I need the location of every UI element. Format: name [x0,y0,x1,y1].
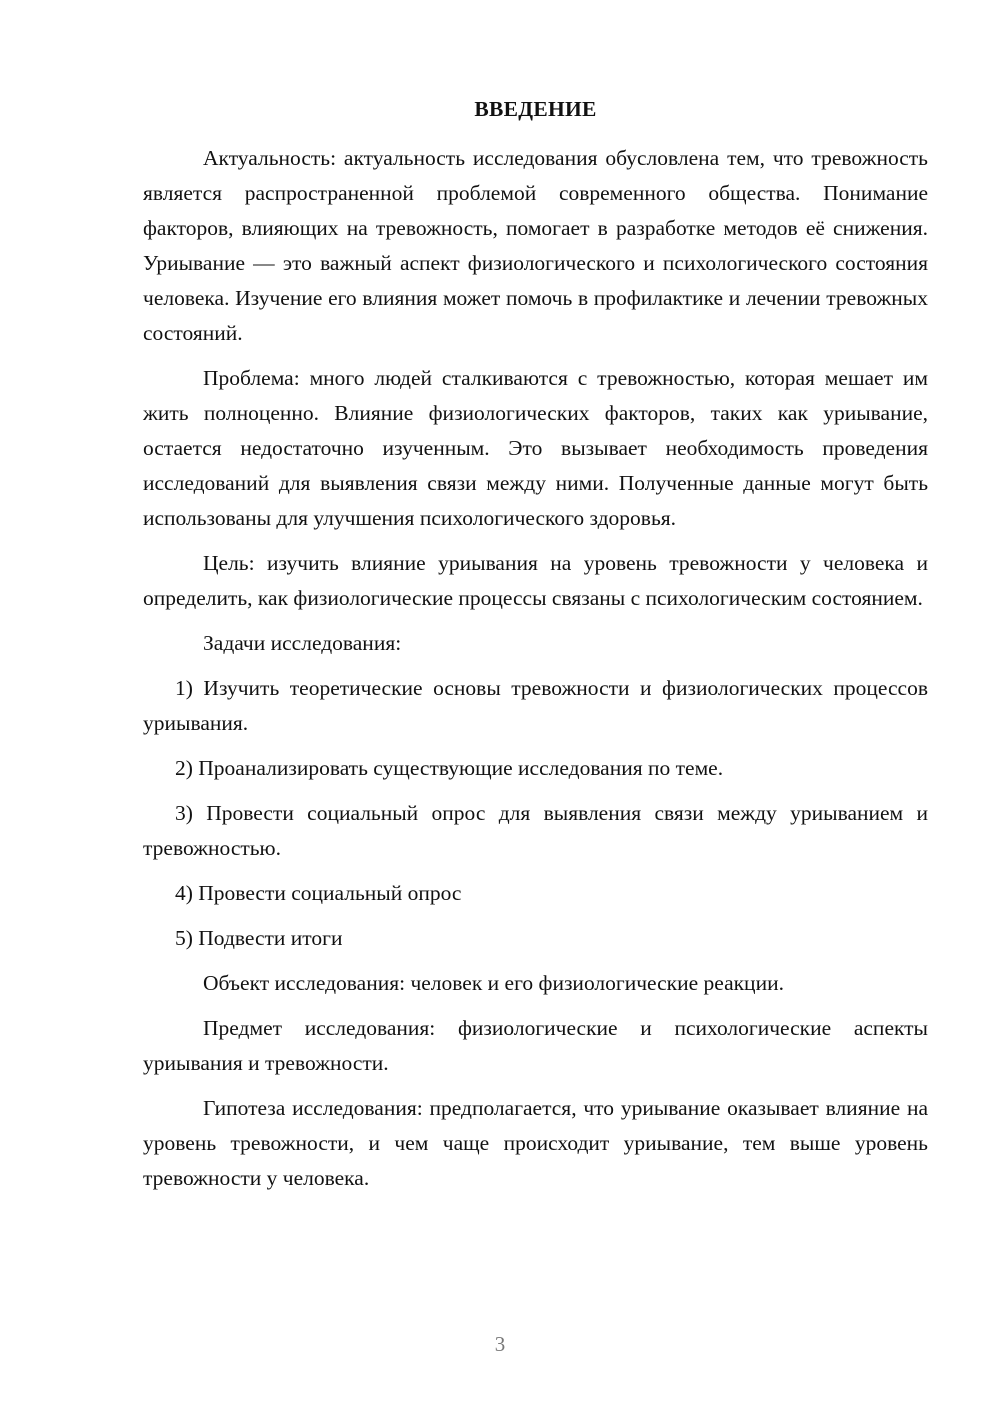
object-paragraph: Объект исследования: человек и его физиологические реакции. [203,971,784,995]
relevance-paragraph: Актуальность: актуальность исследования обусловлена тем, что тревожность является распространенной проблемой современного общества. Понимание факторов, влияющих на тревожность, помогает в разработке методов её снижения. Уриывание — это важный аспект физиологического и психологического состояния человека. Изучение его влияния может помочь в профилактике и лечении тревожных состояний. [143,146,928,345]
subject-paragraph: Предмет исследования: физиологические и психологические аспекты уриывания и тревожности. [143,1016,928,1075]
task-item-2: 2) Проанализировать существующие исследования по теме. [175,756,724,780]
task-item-5: 5) Подвести итоги [175,926,343,950]
task-item-1: 1) Изучить теоретические основы тревожности и физиологических процессов уриывания. [143,676,928,735]
page-body [143,92,928,1206]
problem-paragraph: Проблема: много людей сталкиваются с тревожностью, которая мешает им жить полноценно. Влияние физиологических факторов, таких как уриывание, остается недостаточно изученным. Это вызывает необходимость проведения исследований для выявления связи между ними. Полученные данные могут быть использованы для улучшения психологического здоровья. [143,366,928,530]
tasks-heading: Задачи исследования: [203,631,402,655]
section-heading: ВВЕДЕНИЕ [474,97,597,121]
task-item-3: 3) Провести социальный опрос для выявления связи между уриыванием и тревожностью. [143,801,928,860]
tasks-list [143,671,928,956]
goal-paragraph: Цель: изучить влияние уриывания на уровень тревожности у человека и определить, как физиологические процессы связаны с психологическим состоянием. [143,551,928,610]
hypothesis-paragraph: Гипотеза исследования: предполагается, что уриывание оказывает влияние на уровень тревожности, и чем чаще происходит уриывание, тем выше уровень тревожности у человека. [143,1096,928,1190]
task-item-4: 4) Провести социальный опрос [175,881,462,905]
page-number: 3 [494,1332,506,1356]
